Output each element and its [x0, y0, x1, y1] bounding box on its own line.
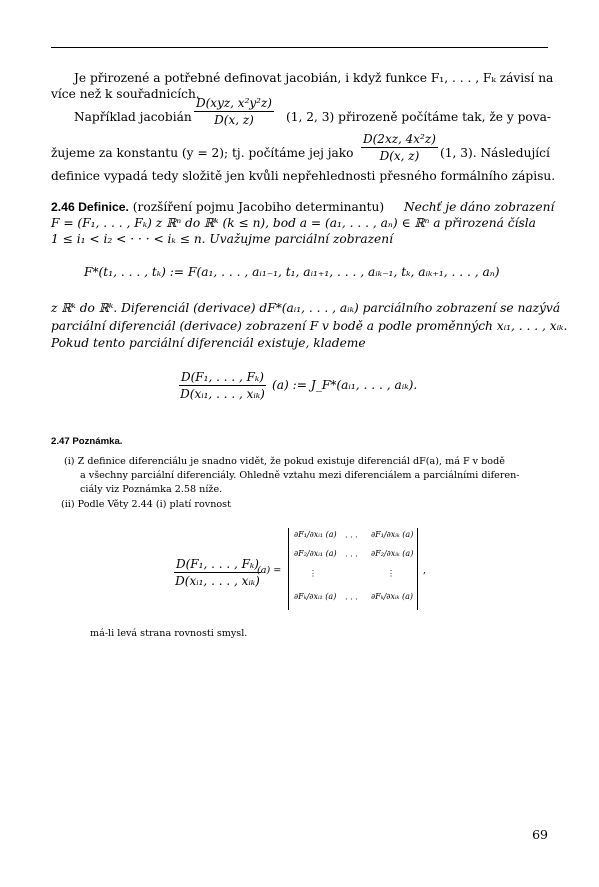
matrix-cell: ∂F₂/∂xᵢ₁ (a) [294, 549, 337, 558]
remark-item1-line3: ciály viz Poznámka 2.58 níže. [80, 484, 223, 495]
definition-line2: F = (F₁, . . . , Fₖ) z ℝⁿ do ℝᵏ (k ≤ n), bod a = (a₁, . . . , aₙ) ∈ ℝⁿ a přirozená čísla [51, 216, 536, 230]
remark-item1-line2: a všechny parciální diferenciály. Ohledně vztahu mezi diferenciálem a parciálními diferen- [80, 470, 520, 481]
remark-closing: má-li levá strana rovnosti smysl. [90, 628, 248, 639]
definition-line4: z ℝᵏ do ℝᵏ. Diferenciál (derivace) dF*(aᵢ₁, . . . , aᵢₖ) parciálního zobrazení se nazývá [51, 301, 561, 315]
definition-line6: Pokud tento parciální diferenciál existuje, klademe [51, 336, 366, 350]
header-rule [51, 47, 548, 48]
example-after-fraction-2: (1, 3). Následující [440, 146, 550, 160]
page-number: 69 [532, 827, 548, 842]
matrix-cell: ∂F₂/∂xᵢₖ (a) [371, 549, 414, 558]
definition-line5: parciální diferenciál (derivace) zobrazení F v bodě a podle proměnných xᵢ₁, . . . , xᵢₖ. [51, 319, 568, 333]
definition-formula-partial-map: F*(t₁, . . . , tₖ) := F(a₁, . . . , aᵢ₁₋₁, t₁, aᵢ₁₊₁, . . . , aᵢₖ₋₁, tₖ, aᵢₖ₊₁, . . . , aₙ) [84, 265, 500, 279]
matrix-cell: · · · [345, 533, 358, 542]
fraction-numerator: D(xyz, x²y²z) [196, 96, 272, 110]
example-fraction-2 [361, 133, 438, 162]
fraction-numerator: D(2xz, 4x²z) [363, 132, 436, 146]
paragraph1-line1: Je přirozené a potřebné definovat jacobián, i když funkce F₁, . . . , Fₖ závisí na [74, 71, 554, 85]
definition-number: 2.46 Definice. [51, 200, 129, 214]
matrix-trailing-comma: , [423, 565, 427, 576]
fraction-denominator: D(xᵢ₁, . . . , xᵢₖ) [180, 387, 265, 401]
fraction-denominator: D(xᵢ₁, . . . , xᵢₖ) [175, 574, 260, 588]
definition-line3: 1 ≤ i₁ < i₂ < · · · < iₖ ≤ n. Uvažujme parciální zobrazení [51, 232, 393, 246]
fraction-denominator: D(x, z) [214, 113, 254, 127]
example-prefix: Například jacobián [74, 110, 192, 124]
definition-fraction [179, 371, 266, 400]
remark-lhs-fraction [174, 558, 261, 587]
remark-item2-line1: (ii) Podle Věty 2.44 (i) platí rovnost [61, 499, 231, 510]
jacobian-matrix [288, 528, 418, 610]
example-fraction-1 [194, 97, 274, 126]
fraction-denominator: D(x, z) [379, 149, 420, 163]
remark-item1-line1: (i) Z definice diferenciálu je snadno vidět, že pokud existuje diferenciál dF(a), má F v bodě [64, 456, 505, 467]
matrix-cell: ∂F₁/∂xᵢₖ (a) [371, 530, 414, 539]
matrix-cell: · · · [345, 552, 358, 561]
definition-line1-tail: Nechť je dáno zobrazení [404, 200, 555, 214]
fraction-numerator: D(F₁, . . . , Fₖ) [181, 370, 264, 384]
example-line3: žujeme za konstantu (y = 2); tj. počítáme jej jako [51, 146, 354, 160]
matrix-cell: ∂F₁/∂xᵢ₁ (a) [294, 530, 337, 539]
paragraph1-line2: více než k souřadnicích. [51, 87, 200, 101]
definition-formula-jacobian: (a) := J_F*(aᵢ₁, . . . , aᵢₖ). [272, 378, 418, 392]
matrix-cell: · · · [345, 595, 358, 604]
example-after-fraction-1: (1, 2, 3) přirozeně počítáme tak, že y pova- [286, 110, 552, 124]
matrix-cell: ⋮ [309, 569, 317, 578]
example-line4: definice vypadá tedy složitě jen kvůli nepřehlednosti přesného formálního zápisu. [51, 169, 556, 183]
matrix-cell: ∂Fₖ/∂xᵢₖ (a) [371, 592, 414, 601]
matrix-cell: ⋮ [387, 569, 395, 578]
remark-title: 2.47 Poznámka. [51, 436, 123, 447]
definition-heading [51, 201, 384, 213]
matrix-cell: ∂Fₖ/∂xᵢ₁ (a) [294, 592, 337, 601]
remark-lhs-tail: (a) = [257, 565, 282, 576]
fraction-numerator: D(F₁, . . . , Fₖ) [176, 557, 259, 571]
definition-note: (rozšíření pojmu Jacobiho determinantu) [132, 200, 385, 214]
